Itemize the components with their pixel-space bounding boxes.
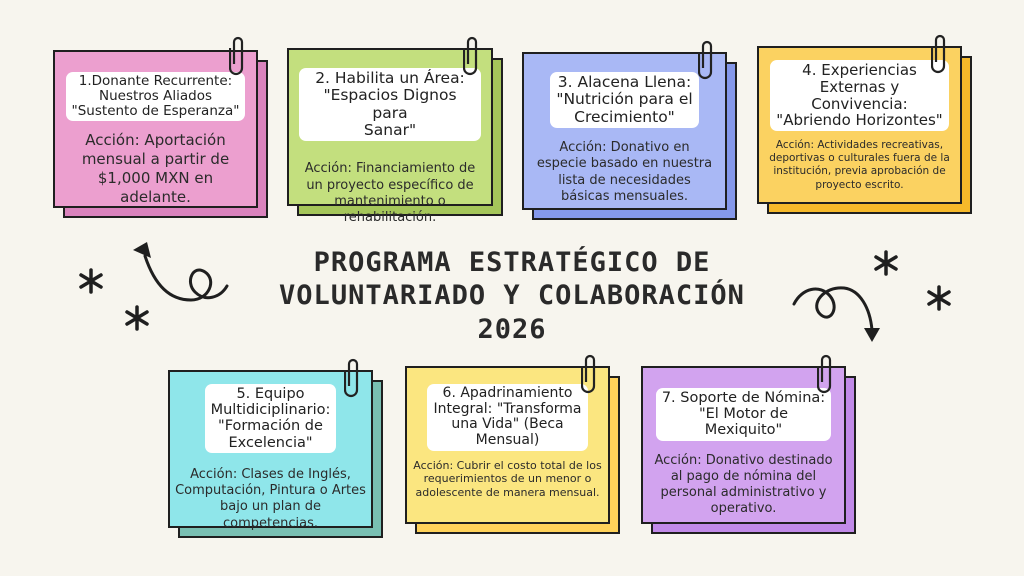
card-body: Acción: Donativo en especie basado en nuestra lista de necesidades básicas mensuales.: [536, 140, 713, 204]
paperclip-icon: [931, 32, 949, 74]
asterisk-icon: [124, 305, 150, 331]
paperclip-icon: [581, 352, 599, 394]
card-body: Acción: Aportación mensual a partir de $1,000 MXN en adelante.: [81, 131, 230, 206]
card-7: [641, 366, 846, 524]
card-1: [53, 50, 258, 208]
paperclip-icon: [817, 352, 835, 394]
card-title: 1.Donante Recurrente: Nuestros Aliados "Sustento de Esperanza": [66, 72, 246, 121]
card-body: Acción: Financiamiento de un proyecto específico de mantenimiento o rehabilitación.: [304, 161, 476, 226]
card-6: [405, 366, 610, 524]
paperclip-icon: [344, 356, 362, 398]
card-2: [287, 48, 493, 226]
card-title: 3. Alacena Llena: "Nutrición para el Crecimiento": [550, 72, 698, 128]
curly-arrow-right-icon: [790, 268, 890, 348]
card-title: 4. Experiencias Externas y Convivencia: "Abriendo Horizontes": [770, 60, 948, 131]
card-body: Acción: Clases de Inglés, Computación, Pintura o Artes bajo un plan de competencias.: [175, 466, 366, 531]
page-title: PROGRAMA ESTRATÉGICO DE VOLUNTARIADO Y COLABORACIÓN 2026: [279, 247, 745, 345]
paperclip-icon: [698, 38, 716, 80]
card-title: 6. Apadrinamiento Integral: "Transforma una Vida" (Beca Mensual): [427, 384, 587, 451]
asterisk-icon: [926, 285, 952, 311]
card-5: [168, 370, 373, 531]
asterisk-icon: [78, 268, 104, 294]
card-title: 7. Soporte de Nómina: "El Motor de Mexiquito": [656, 388, 831, 441]
card-title: 2. Habilita un Área: "Espacios Dignos para Sanar": [299, 68, 481, 141]
paperclip-icon: [229, 34, 247, 76]
card-body: Acción: Donativo destinado al pago de nómina del personal administrativo y operativo.: [654, 452, 833, 517]
paperclip-icon: [463, 34, 481, 76]
asterisk-icon: [873, 250, 899, 276]
curly-arrow-left-icon: [125, 236, 235, 306]
card-body: Acción: Actividades recreativas, deportivas o culturales fuera de la institución, previa aprobación de proyecto escrito.: [769, 139, 950, 191]
card-title: 5. Equipo Multidiciplinario: "Formación de Excelencia": [205, 384, 337, 453]
card-3: [522, 52, 727, 210]
card-4: [757, 46, 962, 204]
card-body: Acción: Cubrir el costo total de los requerimientos de un menor o adolescente de manera mensual.: [413, 458, 602, 500]
